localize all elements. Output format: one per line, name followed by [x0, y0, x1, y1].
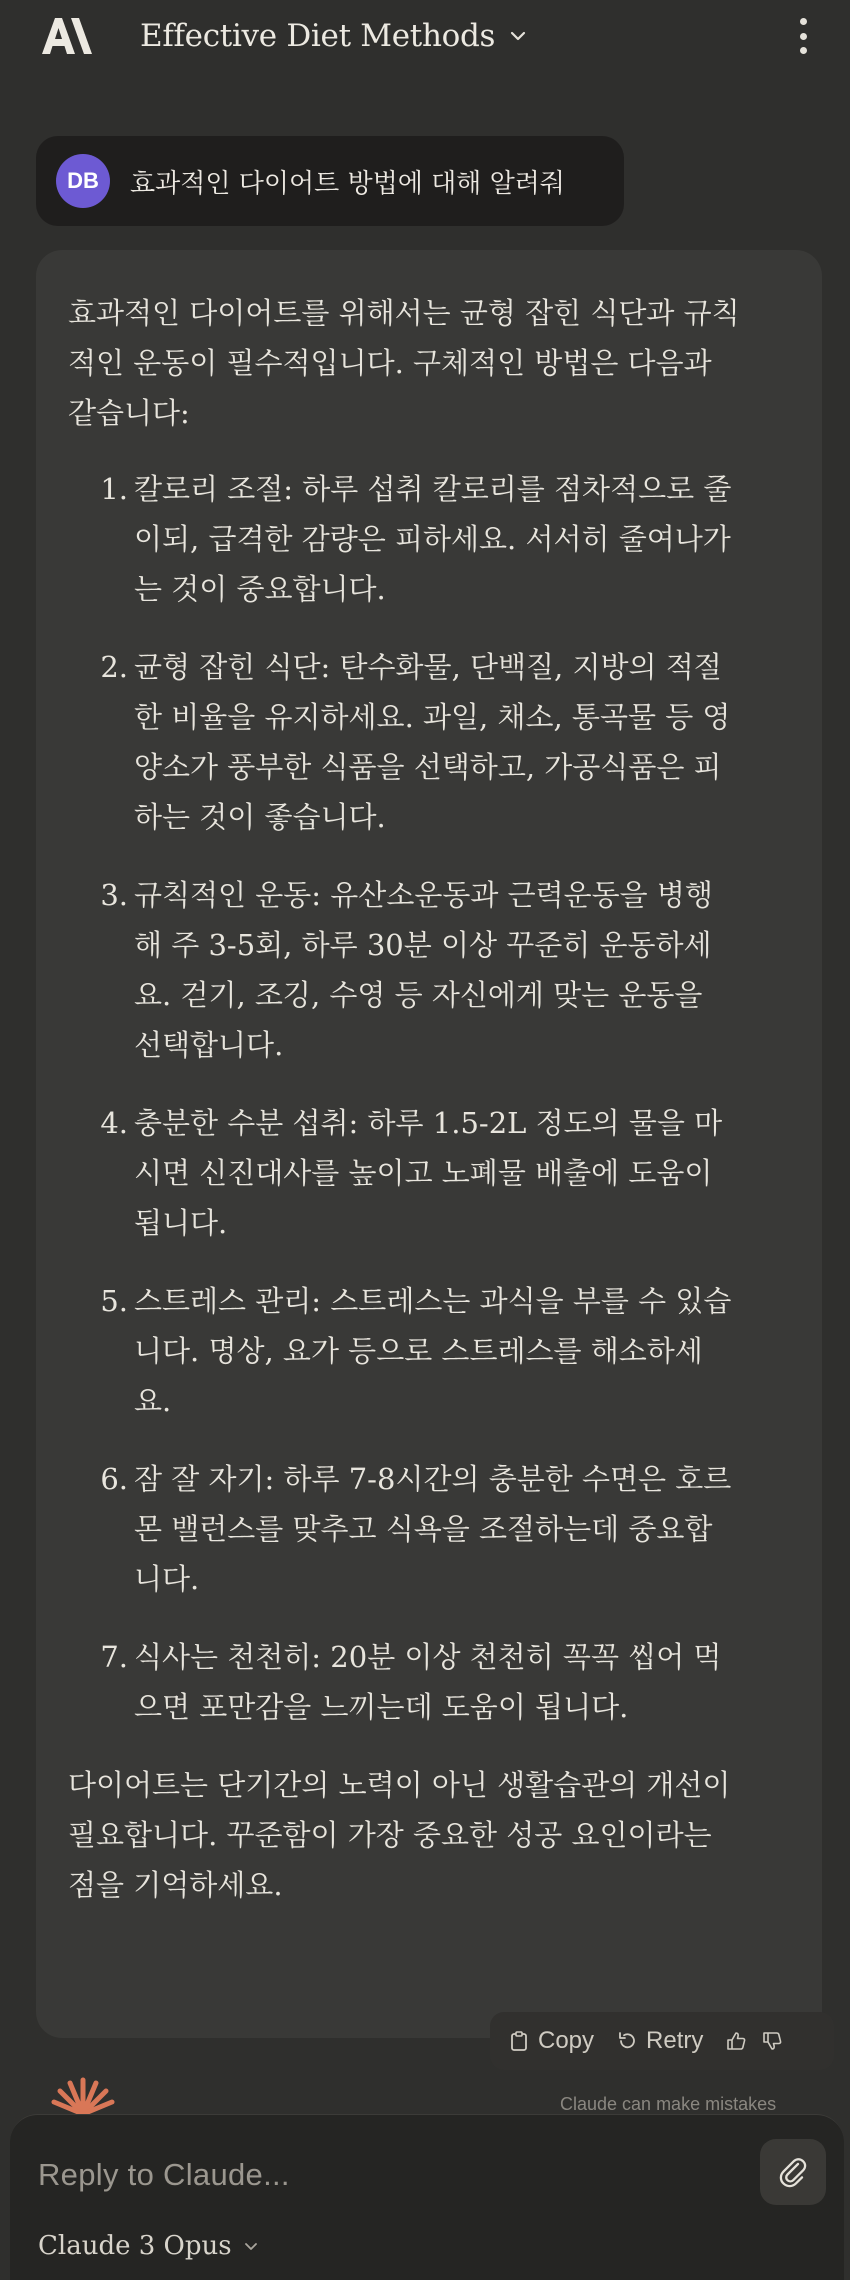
model-selector[interactable]: [38, 2231, 260, 2261]
top-bar: [0, 0, 850, 120]
list-item-text: 충분한 수분 섭취: 하루 1.5-2L 정도의 물을 마시면 신진대사를 높이고 노폐물 배출에 도움이 됩니다.: [134, 1106, 723, 1240]
list-item-text: 균형 잡힌 식단: 탄수화물, 단백질, 지방의 적절한 비율을 유지하세요. 과일, 채소, 통곡물 등 영양소가 풍부한 식품을 선택하고, 가공식품은 피하는 것이 좋습니다.: [134, 650, 731, 834]
avatar: DB: [56, 154, 110, 208]
list-item-number: 7.: [100, 1640, 128, 1674]
list-item-text: 스트레스 관리: 스트레스는 과식을 부를 수 있습니다. 명상, 요가 등으로 스트레스를 해소하세요.: [134, 1284, 732, 1418]
model-name: Claude 3 Opus: [38, 2231, 232, 2261]
chevron-down-icon: [242, 2237, 260, 2255]
list-item: [68, 870, 782, 1070]
retry-button[interactable]: [616, 2027, 703, 2055]
list-item: [68, 1098, 782, 1248]
message-actions: [490, 2012, 834, 2070]
conversation-title-dropdown[interactable]: [140, 14, 529, 58]
list-item: [68, 642, 782, 842]
kebab-menu-icon[interactable]: [796, 14, 810, 58]
thumbs-down-icon[interactable]: [761, 2030, 783, 2052]
list-item-number: 2.: [100, 650, 128, 684]
list-item-text: 잠 잘 자기: 하루 7-8시간의 충분한 수면은 호르몬 밸런스를 맞추고 식욕을 조절하는데 중요합니다.: [134, 1462, 732, 1596]
list-item-text: 식사는 천천히: 20분 이상 천천히 꼭꼭 씹어 먹으면 포만감을 느끼는데 도움이 됩니다.: [134, 1640, 722, 1724]
chevron-down-icon: [507, 25, 529, 47]
paperclip-icon: [776, 2155, 810, 2189]
list-item-number: 5.: [100, 1284, 128, 1318]
reply-input[interactable]: Reply to Claude...: [38, 2157, 290, 2192]
user-message-text: 효과적인 다이어트 방법에 대해 알려줘: [130, 168, 565, 199]
claude-spark-icon: [50, 2074, 116, 2114]
retry-label: Retry: [646, 2027, 704, 2054]
list-item: [68, 1454, 782, 1604]
assistant-closing: 다이어트는 단기간의 노력이 아닌 생활습관의 개선이 필요합니다. 꾸준함이 가장 중요한 성공 요인이라는 점을 기억하세요.: [68, 1768, 731, 1902]
list-item-number: 1.: [100, 472, 128, 506]
list-item-number: 4.: [100, 1106, 128, 1140]
list-item-text: 칼로리 조절: 하루 섭취 칼로리를 점차적으로 줄이되, 급격한 감량은 피하세요. 서서히 줄여나가는 것이 중요합니다.: [134, 472, 732, 606]
list-item-number: 6.: [100, 1462, 128, 1496]
list-item: [68, 1276, 782, 1426]
conversation-title: Effective Diet Methods: [140, 18, 496, 54]
diet-methods-list: [68, 464, 782, 1732]
composer: [10, 2114, 844, 2280]
anthropic-logo-icon[interactable]: [38, 14, 96, 58]
clipboard-icon: [508, 2030, 530, 2052]
list-item: [68, 1632, 782, 1732]
list-item: [68, 464, 782, 614]
assistant-intro: 효과적인 다이어트를 위해서는 균형 잡힌 식단과 규칙적인 운동이 필수적입니다. 구체적인 방법은 다음과 같습니다:: [68, 296, 740, 430]
disclaimer-text: Claude can make mistakes: [560, 2094, 777, 2114]
assistant-message: [36, 250, 822, 2038]
retry-icon: [616, 2030, 638, 2052]
thumbs-up-icon[interactable]: [725, 2030, 747, 2052]
attach-button[interactable]: [760, 2139, 826, 2205]
list-item-number: 3.: [100, 878, 128, 912]
list-item-text: 규칙적인 운동: 유산소운동과 근력운동을 병행해 주 3-5회, 하루 30분 이상 꾸준히 운동하세요. 걷기, 조깅, 수영 등 자신에게 맞는 운동을 선택합니다.: [134, 878, 713, 1062]
copy-button[interactable]: [508, 2027, 594, 2055]
user-message: [36, 136, 624, 226]
copy-label: Copy: [538, 2027, 595, 2054]
